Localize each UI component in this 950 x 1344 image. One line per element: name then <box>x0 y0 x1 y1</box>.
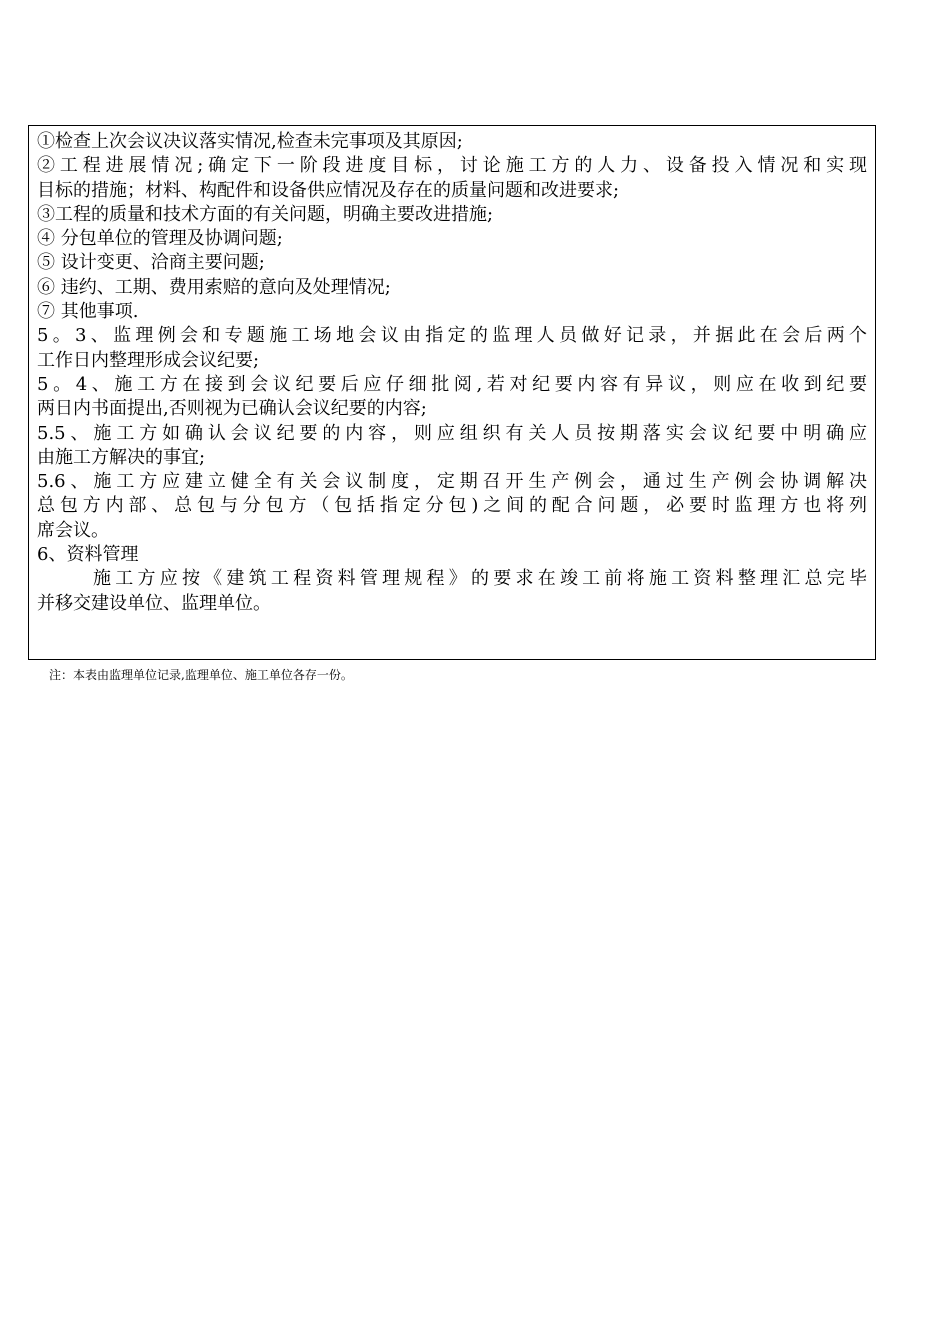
clause-5-6-line-1: 5.6、施工方应建立健全有关会议制度，定期召开生产例会，通过生产例会协调解决 <box>37 471 867 493</box>
clause-5-4-line-2: 两日内书面提出,否则视为已确认会议纪要的内容; <box>37 398 427 420</box>
footnote: 注：本表由监理单位记录,监理单位、施工单位各存一份。 <box>49 668 353 682</box>
clause-5-6-line-3: 席会议。 <box>37 519 109 541</box>
section-6-line-1: 施工方应按《建筑工程资料管理规程》的要求在竣工前将施工资料整理汇总完毕 <box>93 568 867 590</box>
item-1-line: ①检查上次会议决议落实情况,检查未完事项及其原因; <box>37 131 463 152</box>
item-7-line: ⑦ 其他事项. <box>37 301 139 323</box>
clause-5-3-line-1: 5。3、监理例会和专题施工场地会议由指定的监理人员做好记录，并据此在会后两个 <box>37 325 867 347</box>
item-5-line: ⑤ 设计变更、洽商主要问题; <box>37 252 265 274</box>
clause-5-5-line-2: 由施工方解决的事宜; <box>37 446 206 468</box>
section-6-heading: 6、资料管理 <box>37 544 139 566</box>
meeting-minutes-content-box <box>28 125 876 660</box>
clause-5-6-line-2: 总包方内部、总包与分包方（包括指定分包)之间的配合问题，必要时监理方也将列 <box>37 495 867 517</box>
item-6-line: ⑥ 违约、工期、费用索赔的意向及处理情况; <box>37 276 391 298</box>
clause-5-4-line-1: 5。4、施工方在接到会议纪要后应仔细批阅,若对纪要内容有异议，则应在收到纪要 <box>37 373 867 395</box>
item-4-line: ④ 分包单位的管理及协调问题; <box>37 228 283 250</box>
item-2-line-2: 目标的措施；材料、构配件和设备供应情况及存在的质量问题和改进要求; <box>37 179 620 201</box>
item-3-line: ③工程的质量和技术方面的有关问题，明确主要改进措施; <box>37 203 494 225</box>
section-6-line-2: 并移交建设单位、监理单位。 <box>37 592 271 614</box>
item-2-line-1: ②工程进展情况;确定下一阶段进度目标，讨论施工方的人力、设备投入情况和实现 <box>37 155 867 177</box>
clause-5-5-line-1: 5.5、施工方如确认会议纪要的内容，则应组织有关人员按期落实会议纪要中明确应 <box>37 422 867 444</box>
clause-5-3-line-2: 工作日内整理形成会议纪要; <box>37 349 260 371</box>
